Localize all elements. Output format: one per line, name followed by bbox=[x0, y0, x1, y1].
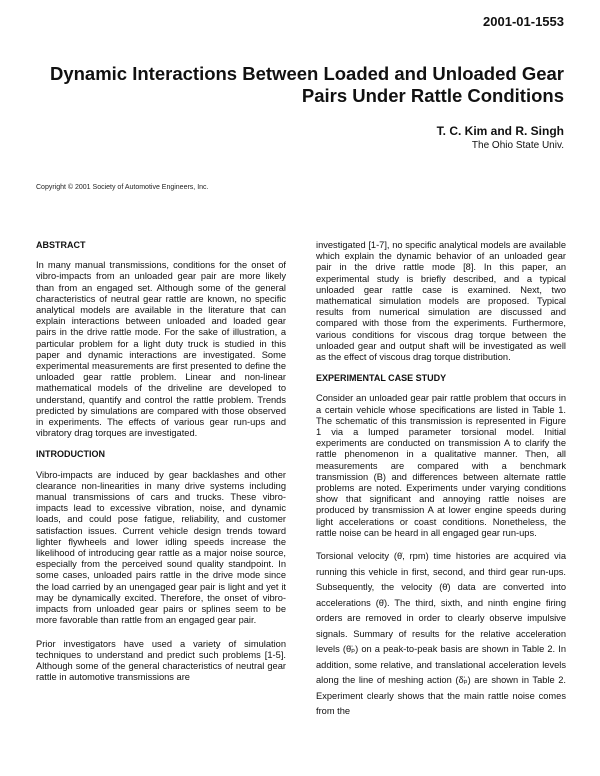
introduction-paragraph-2: Prior investigators have used a variety of simulation techniques to understand and predict such problems [1-5]. Although some of the general characteristics of neutral gear rattle in automotive transmissions are bbox=[36, 638, 286, 683]
left-column bbox=[36, 240, 286, 693]
copyright-notice: Copyright © 2001 Society of Automotive Engineers, Inc. bbox=[36, 184, 209, 191]
title-line-1: Dynamic Interactions Between Loaded and Unloaded Gear bbox=[49, 63, 564, 84]
introduction-paragraph-1: Vibro-impacts are induced by gear backlashes and other clearance non-linearities in many drive systems including manual transmissions of cars and trucks. These vibro-impacts lead to excessive vibration, noise, and dynamic loads, and could pose fatigue, reliability, and customer satisfaction issues. Current vehicle design trends toward lighter flywheels and lower idling speeds increase the likelihood of introducing gear rattle as a major noise source, especially from the perceived sound quality standpoint. In some cases, unloaded pairs rattle in the drive mode since the load carried by an unengaged gear pair is light and yet it may be dynamically excited. Therefore, the onset of vibro-impacts from unloaded gear pairs or splines seem to be more favorable than rattle from an engaged gear pair. bbox=[36, 469, 286, 626]
abstract-text: In many manual transmissions, conditions for the onset of vibro-impacts from an unloaded gear pair are more likely than from an engaged set. Although some of the general characteristics of neutral gear rattle are known, no specific analytical models are available in the literature that can explain interactions between unloaded and loaded gear pairs in the drive rattle mode. For the sake of illustration, a particular problem for a light duty truck is studied in this paper and dynamic interactions are investigated. Some experimental measurements are first presented to define the unloaded gear rattle problem. Linear and non-linear mathematical models of the driveline are developed to understand, quantify and control the rattle problem. Trends predicted by simulations are compared with those observed in experiments. The effects of various gear run-ups and vibratory drag torques are investigated. bbox=[36, 260, 286, 439]
introduction-heading: INTRODUCTION bbox=[36, 449, 105, 460]
paper-title bbox=[44, 63, 564, 107]
experimental-heading: EXPERIMENTAL CASE STUDY bbox=[316, 373, 447, 384]
authors: T. C. Kim and R. Singh bbox=[436, 124, 564, 138]
abstract-heading: ABSTRACT bbox=[36, 240, 86, 250]
right-column bbox=[316, 240, 566, 730]
experimental-paragraph-2: Torsional velocity (θ̇, rpm) time histories are acquired via running this vehicle in first, second, and third gear run-ups. Subsequently, the velocity (θ̇) data are converted into accelerations (θ̈). The third, sixth, and ninth engine firing orders are removed in order to clearly observe impulsive signals. Summary of results for the relative acceleration levels (θ̈ₚ) on a peak-to-peak basis are shown in Table 2. In addition, some relative, and translational acceleration levels along the line of meshing action (δ̈ₚ) are shown in Table 2. Experiment clearly shows that the main rattle noise comes from the bbox=[316, 551, 566, 717]
paper-id: 2001-01-1553 bbox=[483, 14, 564, 29]
title-line-2: Pairs Under Rattle Conditions bbox=[301, 85, 564, 106]
experimental-paragraph-1: Consider an unloaded gear pair rattle problem that occurs in a certain vehicle whose specifications are listed in Table 1. The schematic of this transmission is represented in Figure 1 via a lumped parameter torsional model. Initial experiments are conducted on transmission A to clarify the rattle phenomenon in a qualitative manner. Then, all measurements are compared with a benchmark transmission (B) and differences between alternate rattle problems are noted. Experiments under varying conditions show that significant and annoying rattle noises are produced by transmission A at lower engine speeds during light accelerations or coast conditions. Nonetheless, the rattle noise can be heard in all engaged gear run-ups. bbox=[316, 393, 566, 538]
intro-continued-paragraph: investigated [1-7], no specific analytical models are available which explain the dynamic behavior of an unloaded gear pair in the drive rattle mode [8]. In this paper, an experimental study is briefly described, and a typical unloaded gear rattle case is examined. Next, two mathematical simulation models are proposed. Typical results from numerical simulation are discussed and compared with those from the experiments. Furthermore, various conditions for viscous drag torque between the unloaded gear and output shaft will be investigated as well as the effect of viscous drag torque distribution. bbox=[316, 240, 566, 363]
affiliation: The Ohio State Univ. bbox=[471, 140, 564, 151]
